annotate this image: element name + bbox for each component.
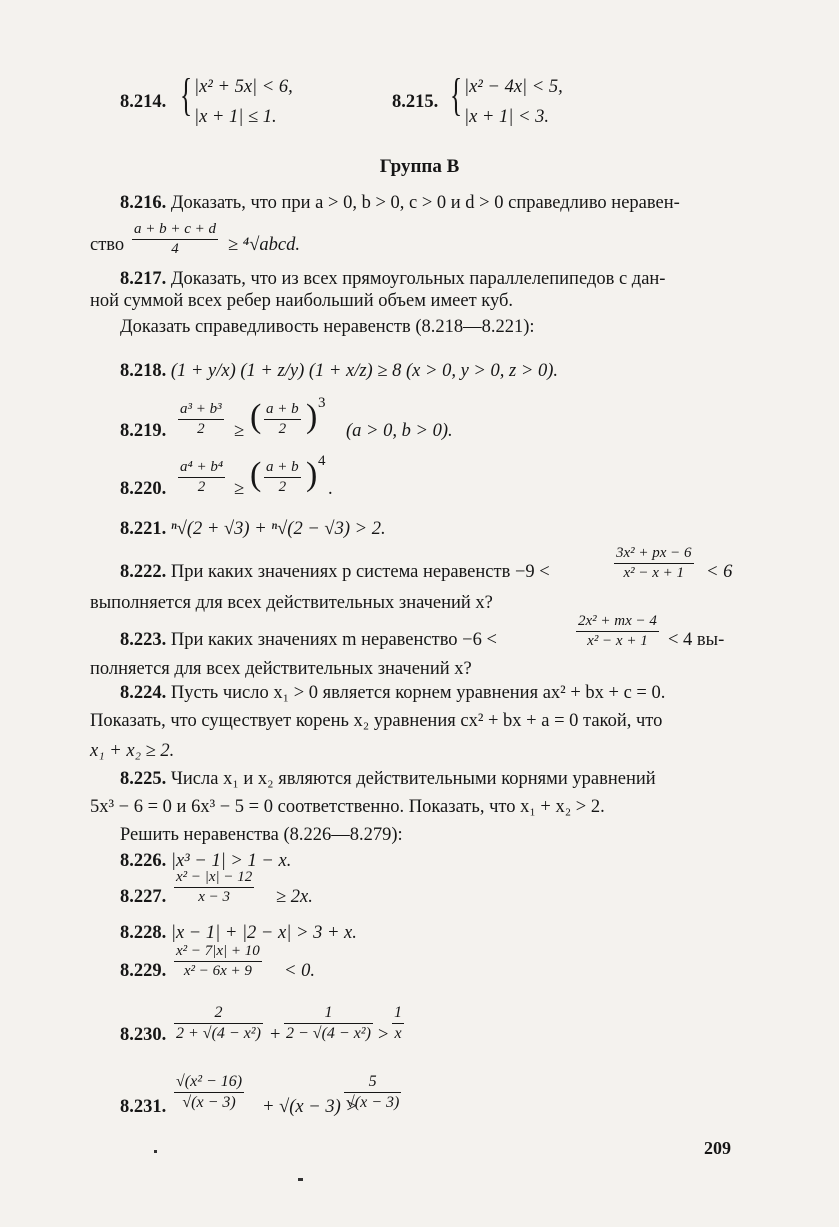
denominator: 2 + √(4 − x²): [176, 1025, 261, 1042]
fraction: [178, 460, 225, 495]
numerator: a + b: [266, 459, 299, 475]
numerator: a + b: [266, 401, 299, 417]
paren-open: (: [250, 398, 262, 435]
problem-221: [120, 520, 386, 539]
math-expr: |x − 1| + |2 − x| > 3 + x.: [170, 923, 357, 943]
math-expr: ≥ 2x.: [276, 887, 313, 907]
system-line-1: |x² + 5x| < 6,: [194, 77, 293, 97]
problem-number: 8.226.: [120, 851, 167, 871]
problem-number: 8.222.: [120, 562, 167, 582]
denominator: x: [392, 1023, 404, 1042]
numerator: √(x² − 16): [176, 1073, 243, 1090]
problem-number: 8.218.: [120, 361, 167, 381]
problem-number: 8.223.: [120, 630, 167, 650]
fraction: [284, 1005, 373, 1042]
math-expr: ⁿ√(2 + √3) + ⁿ√(2 − √3) > 2.: [170, 519, 386, 539]
scan-speck: [154, 1150, 157, 1153]
problem-text: Доказать, что при a > 0, b > 0, c > 0 и d > 0 справедливо неравен-: [170, 193, 680, 213]
problem-number-231: 8.231.: [120, 1097, 167, 1117]
numerator: 1: [324, 1004, 333, 1021]
instruction-text: Доказать справедливость неравенств (8.218—8.221):: [120, 317, 535, 337]
fraction: [178, 402, 224, 437]
page-number: 209: [704, 1138, 731, 1158]
period: .: [328, 479, 333, 499]
fraction: [264, 460, 301, 495]
paren-open: (: [250, 456, 262, 493]
problem-217-cont: ной суммой всех ребер наибольший объем имеет куб.: [90, 291, 514, 311]
denominator: √(x − 3): [346, 1094, 400, 1111]
problem-218: [120, 362, 558, 381]
math-expr: + √(x − 3) >: [262, 1097, 358, 1117]
denominator: x − 3: [174, 887, 254, 905]
problem-number: 8.225.: [120, 769, 167, 789]
problem-number-227: 8.227.: [120, 887, 167, 907]
scan-speck: [298, 1178, 303, 1181]
denominator: 2: [264, 477, 301, 495]
fraction: [614, 546, 694, 581]
numerator: x² − 7|x| + 10: [176, 943, 260, 959]
problem-number: 8.224.: [120, 683, 167, 703]
problem-217: [120, 270, 665, 289]
system-line-2: |x + 1| < 3.: [464, 107, 549, 127]
denominator: x² − 6x + 9: [174, 961, 262, 979]
math-expr: ≥ ⁴√abcd.: [228, 235, 300, 255]
math-expr: < 0.: [284, 961, 315, 981]
problem-222: [120, 563, 550, 582]
system-line-1: |x² − 4x| < 5,: [464, 77, 563, 97]
paren-close: ): [306, 456, 318, 493]
condition: (a > 0, b > 0).: [346, 421, 453, 441]
fraction: [174, 944, 262, 979]
problem-224-cont: Показать, что существует корень x₂ уравнения cx² + bx + a = 0 такой, что: [90, 711, 663, 731]
denominator: x² − x + 1: [614, 563, 694, 581]
problem-number-215: 8.215.: [392, 92, 439, 112]
denominator: 4: [132, 239, 218, 257]
problem-226: [120, 852, 291, 871]
numerator: a + b + c + d: [134, 221, 217, 237]
fraction: [174, 870, 254, 905]
section-heading: Группа В: [379, 156, 460, 177]
exponent: 4: [318, 453, 326, 469]
denominator: √(x − 3): [174, 1092, 244, 1111]
problem-number-230: 8.230.: [120, 1025, 167, 1045]
fraction: [344, 1074, 401, 1111]
numerator: a³ + b³: [180, 401, 222, 417]
problem-225: [120, 770, 656, 789]
numerator: a⁴ + b⁴: [180, 459, 224, 475]
denominator: 2: [178, 419, 224, 437]
geq-sign: ≥: [234, 421, 245, 441]
problem-number: 8.221.: [120, 519, 167, 539]
exponent: 3: [318, 395, 326, 411]
fraction: [174, 1074, 244, 1111]
problem-228: [120, 924, 357, 943]
problem-number: 8.217.: [120, 269, 167, 289]
problem-223: [120, 631, 497, 650]
numerator: 5: [368, 1073, 377, 1090]
numerator: 1: [394, 1004, 402, 1021]
fraction: [576, 614, 659, 649]
problem-216-cont: [90, 236, 124, 255]
fraction: [264, 402, 301, 437]
numerator: x² − |x| − 12: [176, 869, 253, 885]
numerator: 2x² + mx − 4: [578, 613, 657, 629]
text-fragment: ство: [90, 235, 125, 255]
denominator: x² − x + 1: [576, 631, 659, 649]
denominator: 2: [264, 419, 301, 437]
problem-number: 8.228.: [120, 923, 167, 943]
instruction: [120, 318, 535, 337]
problem-225-cont: 5x³ − 6 = 0 и 6x³ − 5 = 0 соответственно. Показать, что x₁ + x₂ > 2.: [90, 797, 605, 817]
problem-223-cont: полняется для всех действительных значений x?: [90, 659, 472, 679]
problem-text: При каких значениях p система неравенств −9 <: [170, 562, 550, 582]
denominator: 2 − √(4 − x²): [286, 1025, 371, 1042]
problem-text: Числа x₁ и x₂ являются действительными корнями уравнений: [170, 769, 656, 789]
problem-number-229: 8.229.: [120, 961, 167, 981]
fraction: [132, 222, 218, 257]
numerator: 2: [214, 1004, 223, 1021]
instruction-text: Решить неравенства (8.226—8.279):: [120, 825, 403, 845]
fraction: [392, 1005, 404, 1042]
instruction: [120, 826, 403, 845]
system-brace: {: [450, 69, 463, 120]
gt-sign: >: [378, 1025, 389, 1045]
system-line-2: |x + 1| ≤ 1.: [194, 107, 277, 127]
problem-216: [120, 194, 680, 213]
fraction: [174, 1005, 263, 1042]
problem-number-219: 8.219.: [120, 421, 167, 441]
paren-close: ): [306, 398, 318, 435]
problem-text: Доказать, что из всех прямоугольных параллелепипедов с дан-: [170, 269, 666, 289]
problem-text: При каких значениях m неравенство −6 <: [170, 630, 497, 650]
math-expr: < 4 вы-: [668, 630, 725, 650]
math-expr: < 6: [706, 562, 733, 582]
system-brace: {: [180, 69, 193, 120]
geq-sign: ≥: [234, 479, 245, 499]
problem-224: [120, 684, 665, 703]
denominator: 2: [178, 477, 225, 495]
math-expr: |x³ − 1| > 1 − x.: [170, 851, 292, 871]
problem-number: 8.216.: [120, 193, 167, 213]
problem-text: Пусть число x₁ > 0 является корнем уравнения ax² + bx + c = 0.: [170, 683, 666, 703]
problem-number-214: 8.214.: [120, 92, 167, 112]
numerator: 3x² + px − 6: [616, 545, 692, 561]
plus-sign: +: [270, 1025, 281, 1045]
problem-222-cont: выполняется для всех действительных значений x?: [90, 593, 493, 613]
problem-224-cont: x₁ + x₂ ≥ 2.: [90, 741, 175, 761]
math-expr: (1 + y/x) (1 + z/y) (1 + x/z) ≥ 8 (x > 0, y > 0, z > 0).: [170, 361, 559, 381]
problem-number-220: 8.220.: [120, 479, 167, 499]
